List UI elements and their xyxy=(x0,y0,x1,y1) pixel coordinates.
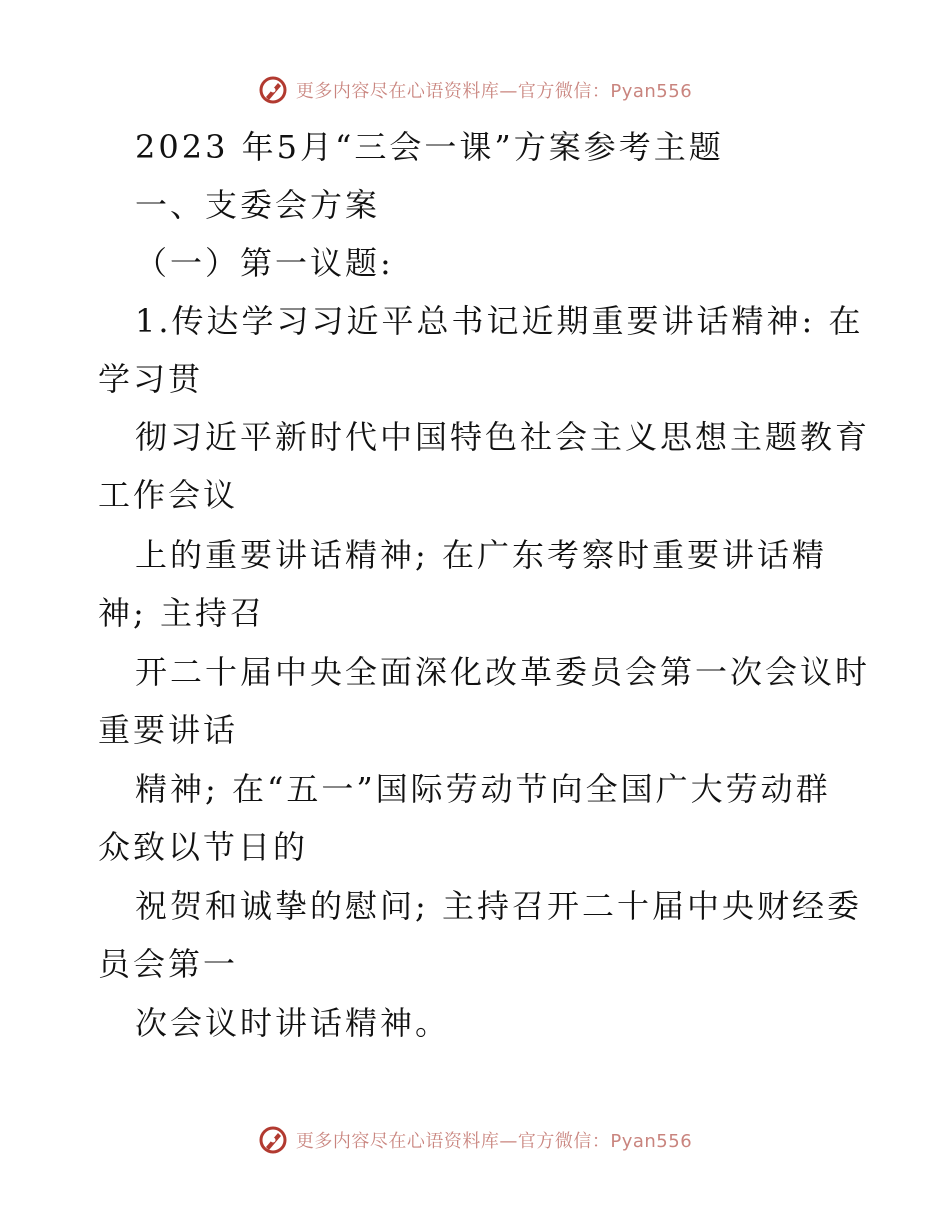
header-banner-text: 更多内容尽在心语资料库—官方微信：Pyan556 xyxy=(295,81,693,102)
body-line: 开二十届中央全面深化改革委员会第一次会议时 xyxy=(135,653,871,691)
document-title: 2023 年5月“三会一课”方案参考主题 xyxy=(135,128,724,166)
section-heading: 一、支委会方案 xyxy=(135,186,381,224)
body-line: 众致以节日的 xyxy=(98,828,309,866)
pen-logo-icon xyxy=(258,75,288,105)
body-line: 祝贺和诚挚的慰问; 主持召开二十届中央财经委 xyxy=(135,887,862,925)
body-line: 精神; 在“五一”国际劳动节向全国广大劳动群 xyxy=(135,770,831,808)
body-line: 重要讲话 xyxy=(98,711,239,749)
body-line: 上的重要讲话精神; 在广东考察时重要讲话精 xyxy=(135,536,827,574)
footer-banner-text: 更多内容尽在心语资料库—官方微信：Pyan556 xyxy=(295,1131,693,1152)
body-line: 工作会议 xyxy=(98,476,239,514)
body-line: 1.传达学习习近平总书记近期重要讲话精神: 在 xyxy=(135,302,864,340)
header-banner xyxy=(0,70,950,110)
footer-banner xyxy=(0,1120,950,1160)
body-line: 次会议时讲话精神。 xyxy=(135,1004,451,1042)
body-line: 神; 主持召 xyxy=(98,594,265,632)
body-line: 学习贯 xyxy=(98,360,204,398)
subsection-heading: （一）第一议题: xyxy=(135,244,394,282)
body-line: 彻习近平新时代中国特色社会主义思想主题教育 xyxy=(135,418,871,456)
pen-logo-icon xyxy=(258,1125,288,1155)
body-line: 员会第一 xyxy=(98,945,239,983)
